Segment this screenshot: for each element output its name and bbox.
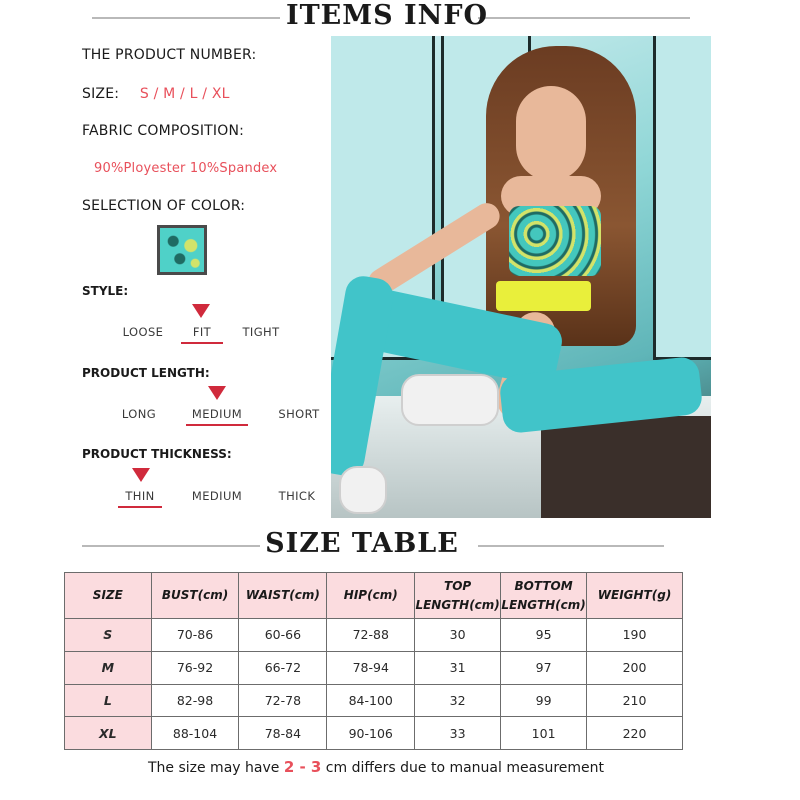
header-line: BOTTOM: [514, 578, 573, 593]
thickness-option-thin[interactable]: THIN: [118, 489, 162, 508]
length-option-long[interactable]: LONG: [121, 407, 157, 421]
hip-cell: 78-94: [327, 651, 415, 684]
size-cell: S: [65, 619, 152, 652]
selected-marker-icon: [192, 304, 210, 318]
size-table: [64, 572, 683, 750]
size-values: S / M / L / XL: [139, 86, 230, 102]
size-row: [82, 86, 230, 102]
col-header-bust: BUST(cm): [151, 573, 239, 619]
size-table-header: [0, 528, 800, 564]
color-swatch-icon[interactable]: [157, 225, 207, 275]
style-label: STYLE:: [82, 284, 129, 298]
style-option-fit[interactable]: FIT: [181, 325, 223, 344]
product-photo: [331, 36, 711, 518]
fabric-label: FABRIC COMPOSITION:: [82, 123, 245, 139]
bust-cell: 88-104: [151, 717, 239, 750]
table-row: [65, 717, 683, 750]
model-face: [516, 86, 586, 181]
size-table-title: SIZE TABLE: [265, 528, 459, 559]
model-sports-bra: [509, 206, 601, 276]
length-option-short[interactable]: SHORT: [278, 407, 320, 421]
selected-marker-icon: [132, 468, 150, 482]
bust-cell: 70-86: [151, 619, 239, 652]
size-label: SIZE:: [82, 86, 120, 102]
note-text: cm differs due to manual measurement: [321, 760, 605, 776]
table-row: [65, 651, 683, 684]
fabric-value: 90%Ployester 10%Spandex: [94, 161, 278, 176]
weight-cell: 200: [587, 651, 683, 684]
bust-cell: 82-98: [151, 684, 239, 717]
weight-cell: 220: [587, 717, 683, 750]
waist-cell: 60-66: [239, 619, 327, 652]
col-header-waist: WAIST(cm): [239, 573, 327, 619]
items-info-title: ITEMS INFO: [285, 0, 489, 31]
col-header-weight: WEIGHT(g): [587, 573, 683, 619]
product-number-label: THE PRODUCT NUMBER:: [82, 47, 257, 63]
color-label: SELECTION OF COLOR:: [82, 198, 246, 214]
hip-cell: 84-100: [327, 684, 415, 717]
model-sneaker: [401, 374, 499, 426]
col-header-hip: HIP(cm): [327, 573, 415, 619]
header-line: LENGTH(cm): [415, 597, 500, 612]
top-length-cell: 32: [415, 684, 501, 717]
thickness-option-medium[interactable]: MEDIUM: [191, 489, 243, 503]
product-length-label: PRODUCT LENGTH:: [82, 366, 210, 380]
measurement-note: [0, 758, 752, 776]
bust-cell: 76-92: [151, 651, 239, 684]
model-waistband: [496, 281, 591, 311]
size-cell: M: [65, 651, 152, 684]
col-header-top-length: [415, 573, 501, 619]
bottom-length-cell: 101: [501, 717, 587, 750]
table-row: [65, 619, 683, 652]
hip-cell: 90-106: [327, 717, 415, 750]
top-length-cell: 33: [415, 717, 501, 750]
bottom-length-cell: 99: [501, 684, 587, 717]
note-dash: -: [294, 758, 311, 776]
header-line: LENGTH(cm): [501, 597, 586, 612]
col-header-bottom-length: [501, 573, 587, 619]
col-header-size: SIZE: [65, 573, 152, 619]
thickness-option-thick[interactable]: THICK: [278, 489, 316, 503]
style-option-loose[interactable]: LOOSE: [122, 325, 164, 339]
table-header-row: [65, 573, 683, 619]
size-cell: L: [65, 684, 152, 717]
table-row: [65, 684, 683, 717]
note-text: The size may have: [147, 760, 284, 776]
model-sneaker: [339, 466, 387, 514]
weight-cell: 190: [587, 619, 683, 652]
waist-cell: 78-84: [239, 717, 327, 750]
note-number: 3: [310, 758, 322, 776]
hip-cell: 72-88: [327, 619, 415, 652]
top-length-cell: 30: [415, 619, 501, 652]
length-option-medium[interactable]: MEDIUM: [186, 407, 248, 426]
waist-cell: 66-72: [239, 651, 327, 684]
floor: [541, 416, 711, 518]
window-frame: [653, 36, 711, 360]
items-info-header: [0, 0, 800, 36]
weight-cell: 210: [587, 684, 683, 717]
style-option-tight[interactable]: TIGHT: [242, 325, 280, 339]
top-length-cell: 31: [415, 651, 501, 684]
header-line: TOP: [444, 578, 472, 593]
selected-marker-icon: [208, 386, 226, 400]
note-number: 2: [283, 758, 295, 776]
bottom-length-cell: 95: [501, 619, 587, 652]
waist-cell: 72-78: [239, 684, 327, 717]
size-cell: XL: [65, 717, 152, 750]
product-thickness-label: PRODUCT THICKNESS:: [82, 447, 232, 461]
bottom-length-cell: 97: [501, 651, 587, 684]
